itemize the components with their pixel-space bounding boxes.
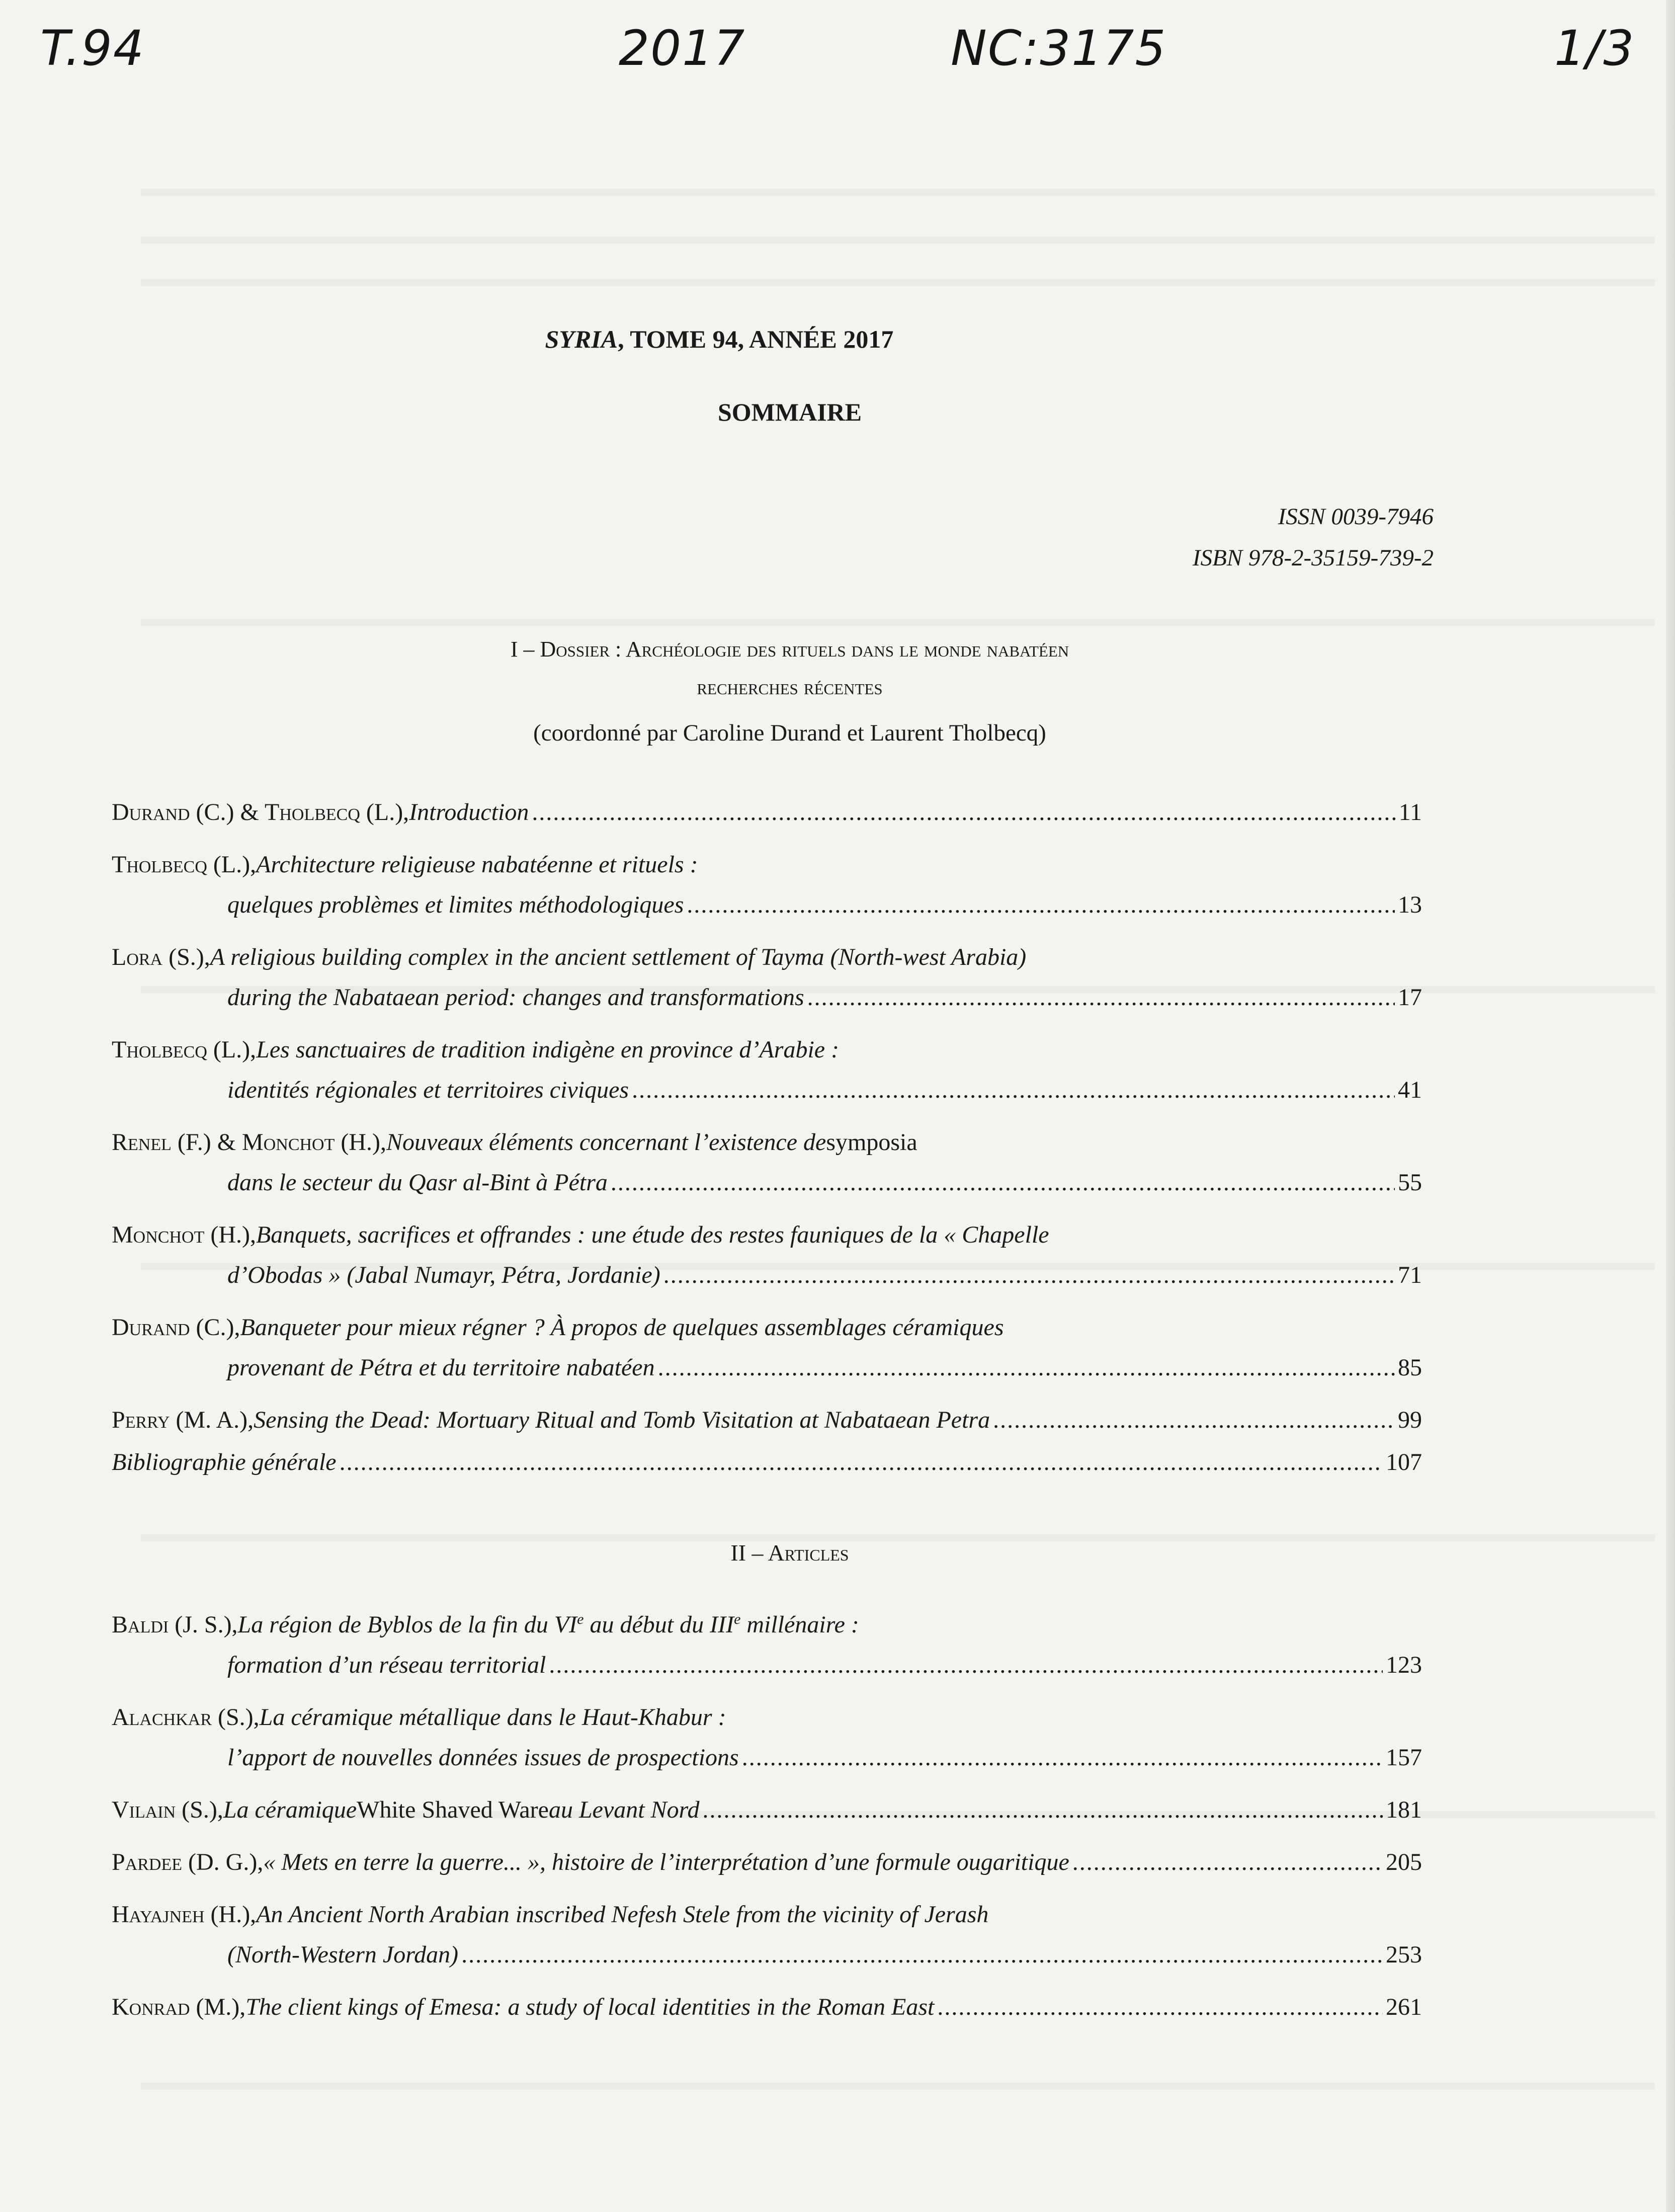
- entry-title-cont: identités régionales et territoires civiques: [227, 1077, 629, 1103]
- entry-page: 123: [1386, 1652, 1422, 1678]
- entry-page: 99: [1398, 1407, 1422, 1433]
- show-through: [141, 619, 1655, 626]
- entry-title: An Ancient North Arabian inscribed Nefesh Stele from the vicinity of Jerash: [256, 1901, 989, 1928]
- entry-author: Durand (C.) & Tholbecq (L.),: [112, 799, 409, 826]
- entry-title-cont: l’apport de nouvelles données issues de prospections: [227, 1744, 739, 1771]
- entry-page: 205: [1386, 1849, 1422, 1875]
- entry-page: 71: [1398, 1262, 1422, 1288]
- entry-author: Perry (M. A.),: [112, 1407, 254, 1433]
- isbn: ISBN 978-2-35159-739-2: [1192, 545, 1434, 571]
- journal-title: [0, 324, 1439, 354]
- handwritten-part: 1/3: [1554, 20, 1635, 76]
- entry-author: Tholbecq (L.),: [112, 1036, 257, 1063]
- toc-section2: [112, 1605, 1422, 2027]
- toc-entry[interactable]: [112, 845, 1422, 885]
- entry-title-part: millénaire :: [740, 1611, 859, 1638]
- dot-leader: [532, 792, 1395, 833]
- dot-leader: [663, 1255, 1395, 1295]
- dot-leader: [549, 1645, 1383, 1685]
- handwritten-year: 2017: [619, 20, 746, 76]
- entry-page: 11: [1398, 799, 1422, 826]
- entry-title: Nouveaux éléments concernant l’existence de: [386, 1129, 826, 1156]
- show-through: [141, 279, 1655, 286]
- entry-title: La céramique: [223, 1796, 357, 1823]
- toc-entry-continuation: [112, 1348, 1422, 1388]
- toc-entry-continuation: [112, 1255, 1422, 1295]
- show-through: [141, 2083, 1655, 2090]
- toc-entry-continuation: [112, 1163, 1422, 1203]
- toc-entry[interactable]: [112, 1030, 1422, 1070]
- toc-entry[interactable]: [112, 1790, 1422, 1830]
- toc-entry[interactable]: [112, 1307, 1422, 1348]
- entry-author: Hayajneh (H.),: [112, 1901, 257, 1928]
- entry-title-cont: d’Obodas » (Jabal Numayr, Pétra, Jordanie): [227, 1262, 660, 1288]
- entry-author: Tholbecq (L.),: [112, 851, 257, 878]
- handwritten-nc: NC:3175: [951, 20, 1167, 76]
- dot-leader: [340, 1442, 1383, 1483]
- entry-title: Architecture religieuse nabatéenne et rituels :: [256, 851, 698, 878]
- dot-leader: [611, 1163, 1395, 1203]
- dot-leader: [658, 1348, 1395, 1388]
- entry-author: Monchot (H.),: [112, 1221, 256, 1248]
- toc-entry[interactable]: [112, 1442, 1422, 1483]
- toc-entry[interactable]: [112, 1122, 1422, 1163]
- entry-page: 107: [1386, 1449, 1422, 1476]
- dot-leader: [807, 977, 1395, 1018]
- entry-author: Vilain (S.),: [112, 1796, 223, 1823]
- entry-author: Renel (F.) & Monchot (H.),: [112, 1129, 387, 1156]
- dot-leader: [993, 1400, 1395, 1440]
- entry-title: Bibliographie générale: [112, 1449, 337, 1476]
- entry-title: La région de Byblos de la fin du VI: [237, 1611, 577, 1638]
- entry-page: 13: [1398, 891, 1422, 918]
- toc-section1: [112, 792, 1422, 1483]
- entry-author: Lora (S.),: [112, 944, 210, 970]
- toc-entry[interactable]: [112, 1987, 1422, 2027]
- entry-title: Banqueter pour mieux régner ? À propos de quelques assemblages céramiques: [240, 1314, 1004, 1341]
- journal-name: SYRIA: [545, 325, 618, 353]
- entry-page: 41: [1398, 1077, 1422, 1103]
- entry-page: 261: [1386, 1994, 1422, 2020]
- entry-page: 181: [1386, 1796, 1422, 1823]
- toc-entry-continuation: [112, 1935, 1422, 1975]
- entry-title-cont: provenant de Pétra et du territoire nabatéen: [227, 1354, 655, 1381]
- issn: ISSN 0039-7946: [1278, 504, 1434, 530]
- toc-entry[interactable]: [112, 937, 1422, 977]
- entry-title: La céramique métallique dans le Haut-Khabur :: [259, 1704, 726, 1731]
- entry-title: Banquets, sacrifices et offrandes : une étude des restes fauniques de la « Chapelle: [256, 1221, 1049, 1248]
- entry-page: 253: [1386, 1941, 1422, 1968]
- entry-page: 17: [1398, 984, 1422, 1011]
- entry-title-part: au début du III: [583, 1611, 734, 1638]
- entry-author: Pardee (D. G.),: [112, 1849, 264, 1875]
- entry-author: Durand (C.),: [112, 1314, 240, 1341]
- dot-leader: [1072, 1842, 1383, 1882]
- entry-author: Baldi (J. S.),: [112, 1611, 238, 1638]
- section1-coordinators: (coordonné par Caroline Durand et Laurent Tholbecq): [533, 720, 1046, 746]
- toc-entry-continuation: [112, 1645, 1422, 1685]
- entry-page: 85: [1398, 1354, 1422, 1381]
- section1-subheading: recherches récentes: [697, 675, 883, 699]
- entry-title: The client kings of Emesa: a study of local identities in the Roman East: [245, 1994, 935, 2020]
- dot-leader: [461, 1935, 1383, 1975]
- entry-title-cont: during the Nabataean period: changes and transformations: [227, 984, 804, 1011]
- toc-entry[interactable]: [112, 1215, 1422, 1255]
- entry-title-cont: quelques problèmes et limites méthodologiques: [227, 891, 684, 918]
- section2-heading: II – Articles: [730, 1540, 849, 1566]
- entry-title-sup: e: [734, 1611, 741, 1627]
- toc-entry[interactable]: [112, 1895, 1422, 1935]
- entry-title-cont: formation d’un réseau territorial: [227, 1652, 546, 1678]
- entry-author: Konrad (M.),: [112, 1994, 246, 2020]
- toc-entry-continuation: [112, 1070, 1422, 1110]
- entry-title-after: au Levant Nord: [548, 1796, 700, 1823]
- toc-entry[interactable]: [112, 1842, 1422, 1882]
- show-through: [141, 189, 1655, 196]
- entry-title: A religious building complex in the ancient settlement of Tayma (North-west Arabia): [210, 944, 1027, 970]
- show-through: [141, 236, 1655, 243]
- entry-title-roman: symposia: [826, 1129, 917, 1156]
- toc-entry-continuation: [112, 977, 1422, 1018]
- entry-title-cont: dans le secteur du Qasr al-Bint à Pétra: [227, 1169, 608, 1196]
- entry-author: Alachkar (S.),: [112, 1704, 260, 1731]
- entry-title: Les sanctuaires de tradition indigène en province d’Arabie :: [256, 1036, 840, 1063]
- dot-leader: [703, 1790, 1383, 1830]
- entry-title-cont: (North-Western Jordan): [227, 1941, 459, 1968]
- entry-title: Sensing the Dead: Mortuary Ritual and Tomb Visitation at Nabataean Petra: [254, 1407, 990, 1433]
- entry-title-roman: White Shaved Ware: [357, 1796, 549, 1823]
- dot-leader: [687, 885, 1395, 925]
- sommaire-heading: SOMMAIRE: [717, 398, 862, 426]
- entry-title: « Mets en terre la guerre... », histoire de l’interprétation d’une formule ougaritique: [263, 1849, 1069, 1875]
- handwritten-shelfmark: T.94: [40, 20, 145, 76]
- toc-entry-continuation: [112, 1738, 1422, 1778]
- entry-title: Introduction: [409, 799, 529, 826]
- section1-heading: I – Dossier : Archéologie des rituels dans le monde nabatéen: [510, 637, 1069, 662]
- dot-leader: [742, 1738, 1383, 1778]
- dot-leader: [937, 1987, 1383, 2027]
- toc-entry[interactable]: [112, 1605, 1422, 1645]
- entry-page: 55: [1398, 1169, 1422, 1196]
- toc-entry-continuation: [112, 885, 1422, 925]
- journal-volume: , TOME 94, ANNÉE 2017: [618, 325, 894, 353]
- toc-entry[interactable]: [112, 792, 1422, 833]
- entry-title-sup: e: [577, 1611, 584, 1627]
- entry-page: 157: [1386, 1744, 1422, 1771]
- toc-entry[interactable]: [112, 1697, 1422, 1738]
- toc-entry[interactable]: [112, 1400, 1422, 1440]
- dot-leader: [632, 1070, 1395, 1110]
- page-edge: [1666, 0, 1675, 2212]
